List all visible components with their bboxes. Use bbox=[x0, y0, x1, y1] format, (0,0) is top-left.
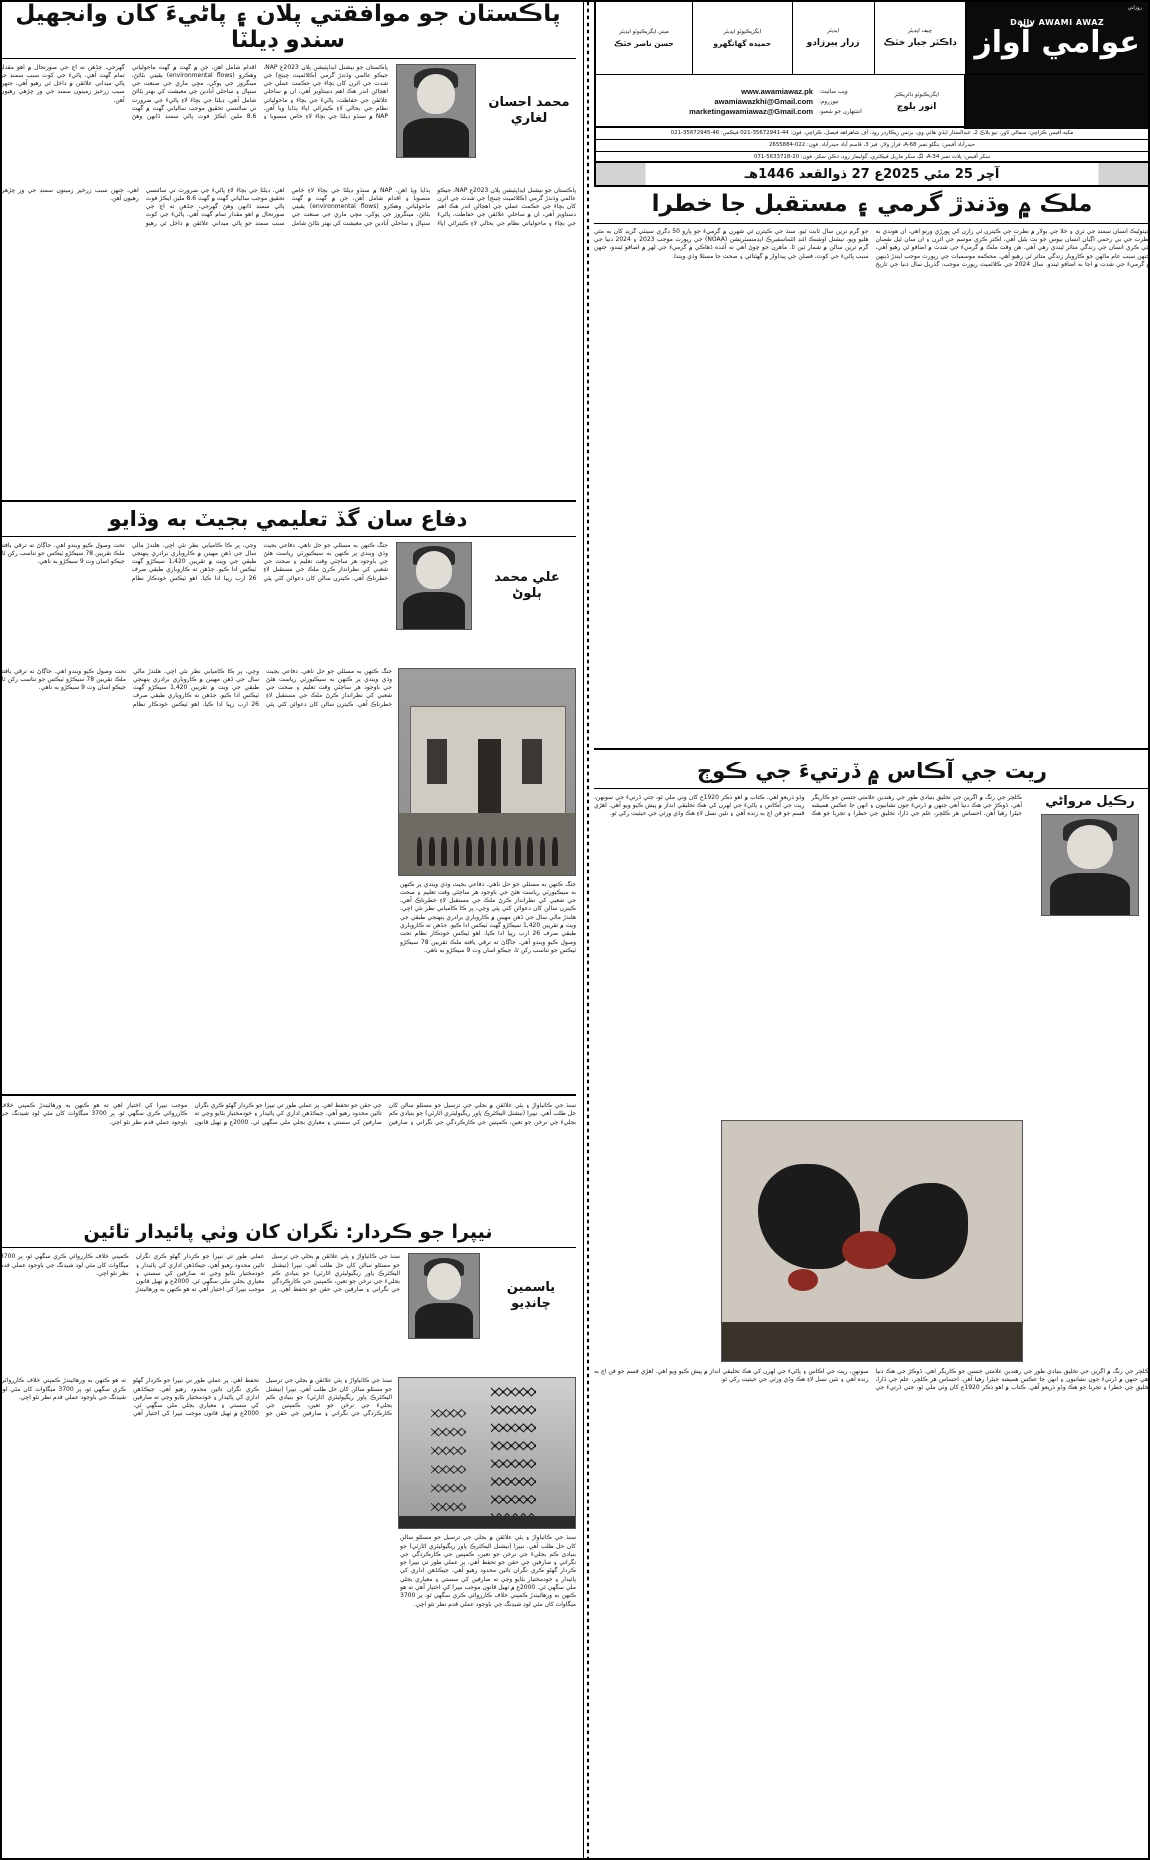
body-nepra-side: سنڌ جي ڪاٺياواڙ ۽ ٻئي علائقن ۾ بجلي جي ترسيل جو مسئلو سالن کان حل طلب آهي. نيپرا (نيشنل اليڪٽرڪ پاور ريگيوليٽري اٿارٽي) جو بنيادي ڪم بجليءَ جي نرخن جو تعين، ڪمپنين جي ڪارڪردگي جي نگراني ۽ صارفين جي حقن جو تحفظ آهي. پر عملي طور تي نيپرا جو ڪردار گهڻو ڪري نگران تائين محدود رهيو آهي. جيڪڏهن اداري کي پائيدار ۽ خودمختيار بڻايو وڃي ته صارفين کي سستي ۽ معياري بجلي ملي سگهي ٿي. 2000ع ۾ ٺهيل قانون موجب نيپرا کي اختيار آهي ته هو ڪنهن به ورهائيندڙ ڪمپني خلاف ڪارروائي ڪري سگهي ٿو، پر 3700 ميگاواٽ کان مٿي لوڊ شيڊنگ جي باوجود عملي قدم نظر نٿو اچي. bbox=[400, 1534, 576, 1608]
column-separator-right bbox=[586, 0, 590, 1860]
contact-website bbox=[602, 87, 863, 97]
education-image-wrap bbox=[400, 668, 576, 1089]
nepra-byline bbox=[408, 1253, 576, 1339]
staff-role: ايڊيٽر bbox=[827, 27, 840, 34]
contact-label: ويب سائيٽ: bbox=[819, 89, 848, 95]
address-hyderabad: حيدرآباد آفيس: بنگلو نمبر A-68، فراز ولاز، فيز 3، قاسم آباد حيدرآباد. فون: 022-2655884 bbox=[596, 140, 1148, 152]
article-nepra bbox=[0, 1222, 576, 1848]
article-education bbox=[0, 508, 576, 1089]
education-byline bbox=[396, 542, 576, 630]
address-karachi: مکيه آفيس ڪراچي: سماڻي ٽاور، نيو بلاڪ 2، عبدالستار ايڌي هائي وي، بزنس ريڪارڊر روڊ، آف شاهراهه فيصل، ڪراچي. فون: 44-35672941-021 فيڪس: 46-35672945-021 bbox=[596, 128, 1148, 140]
date-text: آچر 25 مئي 2025ع 27 ذوالقعد 1446هـ bbox=[744, 166, 1000, 182]
masthead-contact-row bbox=[596, 75, 1148, 129]
article-lead-left bbox=[0, 2, 576, 465]
staff-role: ايگزيڪيوٽو ايڊيٽر bbox=[723, 28, 761, 35]
logo-tagline: روزاني bbox=[1127, 5, 1142, 11]
logo-sindhi-name: عوامي آواز bbox=[974, 25, 1140, 60]
staff-mini-executive-editor bbox=[596, 2, 692, 74]
article-nepra-top-text bbox=[0, 1102, 576, 1214]
masthead-staff-row bbox=[596, 2, 1148, 75]
article-culture bbox=[594, 760, 1150, 1668]
headline-culture[interactable]: ريت جي آڪاس ۾ ڏرتيءَ جي ڪوڄ bbox=[697, 759, 1047, 783]
address-sukkur: سکر آفيس: پلاٽ نمبر A-34، لڳ سکر ماربل فيڪٽري، گوليمار روڊ، دڪن سکر. فون: 20-5633718-071 bbox=[596, 152, 1148, 164]
culture-artwork-image bbox=[721, 1120, 1023, 1362]
body-culture-cont: ڪلچر جي رنگ ۾ آڱرين جي تخليق بنيادي طور جي رهندين علامتي جنسن جو ڪاريگر آهي. ڏوڪڙ جي هڪ دنيا آهي جنهن ۾ ڏرتيءَ جون نشانيون ۽ انهن جا عڪس هميشه جيئرا رهيا آهن. احساس هر ڪلچر، علم جي ڌارا، تخليق جي خطرا ۽ تجربا جو هڪ وڏو ذريعو آهي. ڪتاب ۾ اهو ذڪر 1920ع کان وٺي ملي ٿو، جتي ڏرتيءَ جي سونهن، ريت جي آڪاس ۽ پاڻيءَ جي لهرن کي هڪ تخليقي انداز ۾ پيش ڪيو ويو آهي. اهڙي قسم جو فن اڄ به زنده آهي ۽ نئين نسل لاءِ هڪ وڏي ورثي جي حيثيت رکي ٿو. bbox=[594, 1367, 1150, 1392]
contact-label: اشتهارن جو شعبو: bbox=[819, 109, 862, 115]
lead-left-byline bbox=[396, 64, 576, 158]
body-education: جنگ ڪنهن به مسئلي جو حل ناهي. دفاعي بجيٽ وڌي ويندي پر ڪنهن به سيڪيورٽي رياست هئڻ جي باوجود هر ساڄٽي وقت تعليم ۽ صحت جي شعبي کي نظرانداز ڪرڻ ملڪ جي مستقبل لاءِ خطرناڪ آهي. ڪيترن سالن کان دعوائن کٽي پئي وڃي، پر ڪا ڪاميابي نظر نٿي اچي. هلندڙ مالي سال جي ڏهن مهينن ۾ ڪاروباري برادري پنهنجي طبقي جي ويت ۾ تقريبن 1,420 سيڪڙو گهٽ ٽيڪس ادا ڪيو. جڏهن ته ڪاروباري طبقي صرف 26 ارب رپيا ادا ڪيا. اهو ٽيڪس خودڪار نظام تحت وصول ڪيو ويندو آهي. جاڳاڻ ته ترقي يافته ملڪ تقريبن 78 سيڪڙو ٽيڪس جو تناسب رکن ٿا، جيڪو اسان وٽ 9 سيڪڙو به ناهي. bbox=[0, 541, 388, 582]
author-name-nepra: ياسمين چانڊيو bbox=[506, 1280, 556, 1312]
contact-value[interactable]: www.awamiawaz.pk bbox=[741, 87, 813, 96]
office-addresses bbox=[594, 128, 1150, 164]
staff-name: زرار پيرزادو bbox=[806, 37, 860, 48]
contact-label: نيوزروم: bbox=[819, 99, 839, 105]
body-lead-left-cont: پاڪستان جو نيشنل ايڊاپٽيشن پلان 2023ع NAP، جيڪو عالمي وڌندڙ گرمي (ڪلائميٽ چينج) جي شدت جي اثرن کان بچاءَ جي حڪمت عملي جي اهڃاڻن اندر هڪ اهم دستاويز آهي، ان ۾ ساحلي علائقن جي حفاظت، پاڻيءَ جي بچاءَ ۽ ماحولياتي نظام جي بحالي لاءِ ڪيترائي اپاءَ ٻڌايا ويا آهن. NAP ۾ سنڌو ڊيلٽا جي بچاءَ لاءِ خاص منصوبا ۽ اقدام شامل آهن، جن ۾ گهٽ ۾ گهٽ ماحولياتي وهڪرو (environmental flows) يقيني بڻائڻ، مينگروز جي پوکي، مڇي ماري جي صنعت جي سنڀال ۽ ساحلي آبادين جي معيشت کي بهتر بڻائڻ شامل آهي. ڊيلٽا جي بچاءَ لاءِ پاڻيءَ جي ضرورت تي سائنسي تحقيق موجب سالياني گهٽ ۾ گهٽ 8.6 ملين ايڪڙ فوٽ پاڻي سمنڊ ڏانهن وهڻ گهرجي، جڏهن ته اڄ جي صورتحال ۾ اهو مقدار تمام گهٽ آهي. پاڻيءَ جي کوٽ سبب سمنڊ جو پاڻي ميداني علائقن ۾ داخل ٿي رهيو آهي، جنهن سبب زرخيز زمينون سمنڊ جي ور چڙهي رهيون آهن. bbox=[0, 186, 576, 227]
body-lead-right: جيتوڻيڪ انسان سمنڊ جي تري ۽ خلا جي بولار ۾ نظرت جي ڪيترن ئي رازن کي ڀورڙي ورتو آهي، ان هوندي به نظرت جي بي رحمي اڳيان انسان بيوس جو بت بڻيل آهي. اڪثر ڪري موسم جي اثرن ۽ ان سان ٿيل نقصان جي ڪري انسان جي زندگي متاثر ٿيندي رهي آهي. هن وقت ملڪ ۾ گرميءَ جي شدت ۾ اضافو ٿي رهيو آهي، جنهن سبب عام ماڻهن جو ڪاروبار زندگي متاثر ٿي رهيو آهي. محڪمه موسميات جي رپورٽ موجب ايندڙ ڏينهن ۾ گرميءَ جي شدت ۾ اڃا به اضافو ٿيندو. سال 2024 جي ڪلائميٽ رپورٽ موجب، گذريل سال دنيا جي تاريخ جو گرم ترين سال ثابت ٿيو. سنڌ جي ڪيترن ئي شهرن ۾ گرميءَ جو پارو 50 ڊگري سينٽي گريڊ کان به مٿي هليو ويو. نيشنل اوشنڪ ائنڊ ائٽماسفيرڪ ايڊمنسٽريشن (NOAA) جي رپورٽ موجب 2023 ۽ 2024 دنيا جي گرم ترين سالن ۾ شمار ٿين ٿا. ماهرن جو چوڻ آهي ته آئنده ڏهاڪي ۾ گرميءَ جي لهر ۾ اضافو ٿيندو، جنهن سبب پاڻيءَ جي کوٽ، فصلن جي پيداوار ۾ گهٽتائي ۽ صحت جا مسئلا وڌي ويندا. bbox=[594, 227, 1150, 268]
headline-education[interactable]: دفاع سان گڏ تعليمي بجيٽ به وڌايو bbox=[108, 507, 468, 531]
executive-director bbox=[869, 75, 965, 129]
logo-cell-lower bbox=[965, 75, 1148, 129]
staff-editor bbox=[792, 2, 874, 74]
headline-lead-right[interactable]: ملڪ ۾ وڌندڙ گرمي ۽ مستقبل جا خطرا bbox=[651, 191, 1093, 217]
masthead bbox=[594, 0, 1150, 128]
date-bar bbox=[594, 161, 1150, 187]
body-culture: ڪلچر جي رنگ ۾ آڱرين جي تخليق بنيادي طور جي رهندين علامتي جنسن جو ڪاريگر آهي. ڏوڪڙ جي هڪ دنيا آهي جنهن ۾ ڏرتيءَ جون نشانيون ۽ انهن جا عڪس هميشه جيئرا رهيا آهن. احساس هر ڪلچر، علم جي ڌارا، تخليق جي خطرا ۽ تجربا جو هڪ وڏو ذريعو آهي. ڪتاب ۾ اهو ذڪر 1920ع کان وٺي ملي ٿو، جتي ڏرتيءَ جي سونهن، ريت جي آڪاس ۽ پاڻيءَ جي لهرن کي هڪ تخليقي انداز ۾ پيش ڪيو ويو آهي. اهڙي قسم جو فن اڄ به زنده آهي ۽ نئين نسل لاءِ هڪ وڏي ورثي جي حيثيت رکي ٿو. bbox=[594, 793, 1022, 818]
body-nepra-cont: سنڌ جي ڪاٺياواڙ ۽ ٻئي علائقن ۾ بجلي جي ترسيل جو مسئلو سالن کان حل طلب آهي. نيپرا (نيشنل اليڪٽرڪ پاور ريگيوليٽري اٿارٽي) جو بنيادي ڪم بجليءَ جي نرخن جو تعين، ڪمپنين جي ڪارڪردگي جي نگراني ۽ صارفين جي حقن جو تحفظ آهي. پر عملي طور تي نيپرا جو ڪردار گهڻو ڪري نگران تائين محدود رهيو آهي. جيڪڏهن اداري کي پائيدار ۽ خودمختيار بڻايو وڃي ته صارفين کي سستي ۽ معياري بجلي ملي سگهي ٿي. 2000ع ۾ ٺهيل قانون موجب نيپرا کي اختيار آهي ته هو ڪنهن به ورهائيندڙ ڪمپني خلاف ڪارروائي ڪري سگهي ٿو، پر 3700 ميگاواٽ کان مٿي لوڊ شيڊنگ جي باوجود عملي قدم نظر نٿو اچي. bbox=[0, 1377, 392, 1418]
author-photo-education bbox=[396, 542, 472, 630]
author-name-culture: رڪيل مرواٹي bbox=[1045, 793, 1135, 809]
staff-chief-editor bbox=[874, 2, 966, 74]
contact-value[interactable]: awamiawazkhi@Gmail.com bbox=[714, 97, 813, 106]
author-photo-lead-left bbox=[396, 64, 476, 158]
staff-executive-editor bbox=[692, 2, 792, 74]
staff-role: ميني ايگزيڪيوٽو ايڊيٽر bbox=[618, 28, 669, 35]
body-nepra-lead: سنڌ جي ڪاٺياواڙ ۽ ٻئي علائقن ۾ بجلي جي ترسيل جو مسئلو سالن کان حل طلب آهي. نيپرا (نيشنل اليڪٽرڪ پاور ريگيوليٽري اٿارٽي) جو بنيادي ڪم بجليءَ جي نرخن جو تعين، ڪمپنين جي ڪارڪردگي جي نگراني ۽ صارفين جي حقن جو تحفظ آهي. پر عملي طور تي نيپرا جو ڪردار گهڻو ڪري نگران تائين محدود رهيو آهي. جيڪڏهن اداري کي پائيدار ۽ خودمختيار بڻايو وڃي ته صارفين کي سستي ۽ معياري بجلي ملي سگهي ٿي. 2000ع ۾ ٺهيل قانون موجب نيپرا کي اختيار آهي ته هو ڪنهن به ورهائيندڙ ڪمپني خلاف ڪارروائي ڪري سگهي ٿو، پر 3700 ميگاواٽ کان مٿي لوڊ شيڊنگ جي باوجود عملي قدم نظر نٿو اچي. bbox=[0, 1102, 576, 1126]
article-lead-right bbox=[594, 192, 1150, 763]
contact-block bbox=[596, 75, 869, 129]
contact-marketing bbox=[602, 107, 863, 117]
transmission-tower-image bbox=[398, 1377, 576, 1529]
body-lead-left: پاڪستان جو نيشنل ايڊاپٽيشن پلان 2023ع NAP، جيڪو عالمي وڌندڙ گرمي (ڪلائميٽ چينج) جي شدت جي اثرن کان بچاءَ جي حڪمت عملي جي اهڃاڻن اندر هڪ اهم دستاويز آهي، ان ۾ ساحلي علائقن جي حفاظت، پاڻيءَ جي بچاءَ ۽ ماحولياتي نظام جي بحالي لاءِ ڪيترائي اپاءَ ٻڌايا ويا آهن. NAP ۾ سنڌو ڊيلٽا جي بچاءَ لاءِ خاص منصوبا ۽ اقدام شامل آهن، جن ۾ گهٽ ۾ گهٽ ماحولياتي وهڪرو (environmental flows) يقيني بڻائڻ، مينگروز جي پوکي، مڇي ماري جي صنعت جي سنڀال ۽ ساحلي آبادين جي معيشت کي بهتر بڻائڻ شامل آهي. ڊيلٽا جي بچاءَ لاءِ پاڻيءَ جي ضرورت تي سائنسي تحقيق موجب سالياني گهٽ ۾ گهٽ 8.6 ملين ايڪڙ فوٽ پاڻي سمنڊ ڏانهن وهڻ گهرجي، جڏهن ته اڄ جي صورتحال ۾ اهو مقدار تمام گهٽ آهي. پاڻيءَ جي کوٽ سبب سمنڊ جو پاڻي ميداني علائقن ۾ داخل ٿي رهيو آهي، جنهن سبب زرخيز زمينون سمنڊ جي ور چڙهي رهيون آهن. bbox=[0, 63, 388, 121]
director-name: انور بلوچ bbox=[896, 101, 937, 112]
contact-newsroom bbox=[602, 97, 863, 107]
author-photo-culture bbox=[1041, 814, 1139, 916]
author-name-education: علي محمد ٻلوڻ bbox=[494, 569, 560, 601]
newspaper-logo bbox=[965, 2, 1148, 74]
staff-name: حسن ناصر خٽڪ bbox=[614, 38, 674, 48]
culture-byline bbox=[1030, 794, 1150, 916]
nepra-image-wrap bbox=[400, 1377, 576, 1848]
staff-name: ڊاڪٽر جبار خٽڪ bbox=[883, 37, 957, 48]
body-education-cont: جنگ ڪنهن به مسئلي جو حل ناهي. دفاعي بجيٽ وڌي ويندي پر ڪنهن به سيڪيورٽي رياست هئڻ جي باوجود هر ساڄٽي وقت تعليم ۽ صحت جي شعبي کي نظرانداز ڪرڻ ملڪ جي مستقبل لاءِ خطرناڪ آهي. ڪيترن سالن کان دعوائن کٽي پئي وڃي، پر ڪا ڪاميابي نظر نٿي اچي. هلندڙ مالي سال جي ڏهن مهينن ۾ ڪاروباري برادري پنهنجي طبقي جي ويت ۾ تقريبن 1,420 سيڪڙو گهٽ ٽيڪس ادا ڪيو. جڏهن ته ڪاروباري طبقي صرف 26 ارب رپيا ادا ڪيا. اهو ٽيڪس خودڪار نظام تحت وصول ڪيو ويندو آهي. جاڳاڻ ته ترقي يافته ملڪ تقريبن 78 سيڪڙو ٽيڪس جو تناسب رکن ٿا، جيڪو اسان وٽ 9 سيڪڙو به ناهي. bbox=[0, 667, 392, 708]
author-name-lead-left: محمد احسان لغاري bbox=[488, 94, 570, 126]
headline-lead-left[interactable]: پاڪستان جو موافقتي پلان ۽ پاڻيءَ کان وانجهيل سندو ڊيلٽا bbox=[15, 1, 561, 53]
body-education-side: جنگ ڪنهن به مسئلي جو حل ناهي. دفاعي بجيٽ وڌي ويندي پر ڪنهن به سيڪيورٽي رياست هئڻ جي باوجود هر ساڄٽي وقت تعليم ۽ صحت جي شعبي کي نظرانداز ڪرڻ ملڪ جي مستقبل لاءِ خطرناڪ آهي. ڪيترن سالن کان دعوائن کٽي پئي وڃي، پر ڪا ڪاميابي نظر نٿي اچي. هلندڙ مالي سال جي ڏهن مهينن ۾ ڪاروباري برادري پنهنجي طبقي جي ويت ۾ تقريبن 1,420 سيڪڙو گهٽ ٽيڪس ادا ڪيو. جڏهن ته ڪاروباري طبقي صرف 26 ارب رپيا ادا ڪيا. اهو ٽيڪس خودڪار نظام تحت وصول ڪيو ويندو آهي. جاڳاڻ ته ترقي يافته ملڪ تقريبن 78 سيڪڙو ٽيڪس جو تناسب رکن ٿا، جيڪو اسان وٽ 9 سيڪڙو به ناهي. bbox=[400, 880, 576, 954]
staff-role: چيف ايڊيٽر bbox=[907, 27, 933, 34]
school-building-image bbox=[398, 668, 576, 876]
author-photo-nepra bbox=[408, 1253, 480, 1339]
body-nepra: سنڌ جي ڪاٺياواڙ ۽ ٻئي علائقن ۾ بجلي جي ترسيل جو مسئلو سالن کان حل طلب آهي. نيپرا (نيشنل اليڪٽرڪ پاور ريگيوليٽري اٿارٽي) جو بنيادي ڪم بجليءَ جي نرخن جو تعين، ڪمپنين جي ڪارڪردگي جي نگراني ۽ صارفين جي حقن جو تحفظ آهي. پر عملي طور تي نيپرا جو ڪردار گهڻو ڪري نگران تائين محدود رهيو آهي. جيڪڏهن اداري کي پائيدار ۽ خودمختيار بڻايو وڃي ته صارفين کي سستي ۽ معياري بجلي ملي سگهي ٿي. 2000ع ۾ ٺهيل قانون موجب نيپرا کي اختيار آهي ته هو ڪنهن به ورهائيندڙ ڪمپني خلاف ڪارروائي ڪري سگهي ٿو، پر 3700 ميگاواٽ کان مٿي لوڊ شيڊنگ جي باوجود عملي قدم نظر نٿو اچي. bbox=[0, 1253, 400, 1294]
staff-name: حميده گهانگهرو bbox=[713, 38, 772, 48]
logo-english-name: Daily AWAMI AWAZ bbox=[1010, 18, 1105, 27]
contact-value[interactable]: marketingawamiawaz@Gmail.com bbox=[689, 107, 813, 116]
director-role: ايگزيڪيوٽو ڊائريڪٽر bbox=[894, 91, 939, 98]
column-rule-right bbox=[583, 0, 584, 1860]
headline-nepra[interactable]: نيپرا جو ڪردار: نگران کان وٺي پائيدار تائين bbox=[83, 1221, 493, 1243]
